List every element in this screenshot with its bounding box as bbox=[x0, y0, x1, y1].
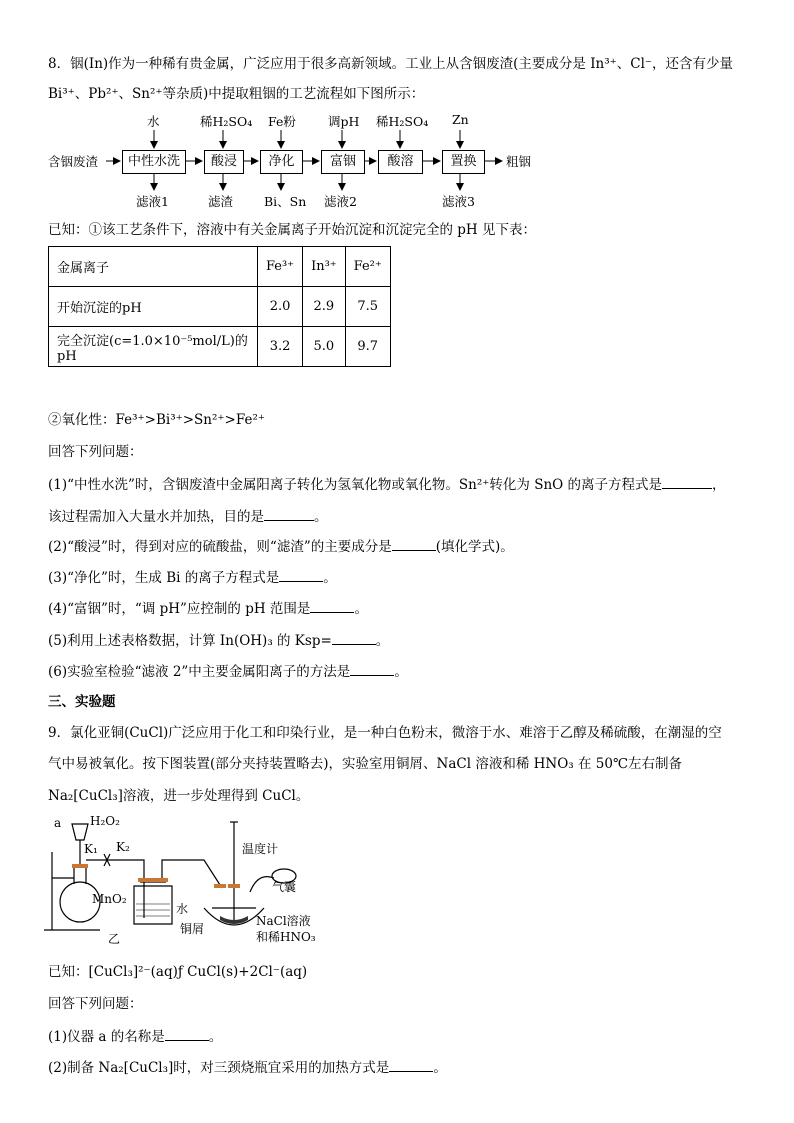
q8-sub3-text: (3)“净化”时，生成 Bi 的离子方程式是 bbox=[48, 570, 280, 586]
flow-step-acid-leach: 酸浸 bbox=[204, 150, 244, 174]
flow-step-purify: 净化 bbox=[260, 150, 303, 174]
flow-step-replace: 置换 bbox=[442, 150, 485, 174]
apparatus-diagram bbox=[44, 812, 344, 952]
answer-blank[interactable] bbox=[310, 598, 354, 613]
period: 。 bbox=[314, 509, 328, 525]
answer-blank[interactable] bbox=[392, 536, 436, 551]
period: 。 bbox=[375, 633, 390, 649]
label-thermometer: 温度计 bbox=[242, 842, 279, 856]
flow-input-2: 稀H₂SO₄ bbox=[200, 114, 253, 129]
ion-ph-table bbox=[48, 246, 391, 367]
flow-output-2: 滤渣 bbox=[208, 194, 234, 209]
q8-line2: Bi³⁺、Pb²⁺、Sn²⁺等杂质)中提取粗铟的工艺流程如下图所示： bbox=[48, 86, 425, 102]
q9-sub1-text: (1)仪器 a 的名称是 bbox=[48, 1029, 165, 1045]
q9-known: 已知：[CuCl₃]²⁻(aq)ƒ CuCl(s)+2Cl⁻(aq) bbox=[48, 964, 308, 980]
table-cell: 2.0 bbox=[258, 287, 303, 327]
period: 。 bbox=[208, 1029, 223, 1045]
q8-sub2-text: (2)“酸浸”时，得到对应的硫酸盐，则“滤渣”的主要成分是 bbox=[48, 539, 392, 555]
label-mno2: MnO₂ bbox=[92, 892, 127, 906]
flow-input-6: Zn bbox=[452, 112, 469, 127]
q8-sub6 bbox=[48, 661, 408, 682]
flow-start: 含铟废渣 bbox=[48, 154, 99, 169]
process-flow-diagram bbox=[44, 112, 744, 212]
label-nacl: NaCl溶液 bbox=[256, 914, 311, 928]
table-header-cell: In³⁺ bbox=[303, 247, 346, 287]
q8-sub6-text: (6)实验室检验“滤液 2”中主要金属阳离子的方法是 bbox=[48, 664, 351, 680]
table-cell: 完全沉淀(c=1.0×10⁻⁵mol/L)的 pH bbox=[49, 327, 258, 367]
q8-known2: ②氧化性：Fe³⁺>Bi³⁺>Sn²⁺>Fe²⁺ bbox=[48, 412, 266, 428]
flow-step-enrich: 富铟 bbox=[321, 150, 365, 174]
flow-output-3: Bi、Sn bbox=[264, 194, 307, 209]
flow-output-1: 滤液1 bbox=[136, 194, 169, 209]
table-header-cell: Fe³⁺ bbox=[258, 247, 303, 287]
table-header-row bbox=[49, 247, 391, 287]
period: 。 bbox=[394, 664, 408, 680]
table-row bbox=[49, 327, 391, 367]
table-header-cell: Fe²⁺ bbox=[345, 247, 390, 287]
table-cell: 开始沉淀的pH bbox=[49, 287, 258, 327]
q8-sub3 bbox=[48, 567, 337, 588]
period: 。 bbox=[433, 1060, 447, 1076]
flow-step-wash: 中性水洗 bbox=[122, 150, 186, 174]
q9-sub2-text: (2)制备 Na₂[CuCl₃]时，对三颈烧瓶宜采用的加热方式是 bbox=[48, 1060, 390, 1076]
q8-sub4 bbox=[48, 598, 368, 619]
q8-sub1b bbox=[48, 506, 328, 527]
q8-sub1a-end: ， bbox=[712, 477, 726, 493]
flow-input-4: 调pH bbox=[328, 114, 360, 129]
label-water: 水 bbox=[176, 902, 189, 916]
answer-blank[interactable] bbox=[662, 474, 712, 489]
q8-sub1a-text: (1)“中性水洗”时，含铟废渣中金属阳离子转化为氢氧化物或氧化物。Sn²⁺转化为 SnO 的离子方程式是 bbox=[48, 477, 662, 493]
table-cell: 9.7 bbox=[345, 327, 390, 367]
label-yi: 乙 bbox=[108, 932, 121, 946]
answer-blank[interactable] bbox=[389, 1057, 433, 1072]
q8-known1: 已知：①该工艺条件下，溶液中有关金属离子开始沉淀和沉淀完全的 pH 见下表： bbox=[48, 222, 536, 238]
period: 。 bbox=[323, 570, 337, 586]
label-copper: 铜屑 bbox=[180, 922, 205, 936]
q8-sub2 bbox=[48, 536, 514, 557]
flow-end: 粗铟 bbox=[506, 154, 532, 169]
flow-input-1: 水 bbox=[147, 114, 160, 129]
answer-blank[interactable] bbox=[279, 567, 323, 582]
table-row bbox=[49, 287, 391, 327]
flow-output-4: 滤液2 bbox=[324, 194, 357, 209]
label-balloon: 气囊 bbox=[272, 880, 297, 894]
table-cell: 7.5 bbox=[345, 287, 390, 327]
q9-sub2 bbox=[48, 1057, 447, 1078]
label-k1: K₁ bbox=[84, 842, 98, 856]
q8-line1: 8．铟(In)作为一种稀有贵金属，广泛应用于很多高新领域。工业上从含铟废渣(主要成分是 In³⁺、Cl⁻，还含有少量 bbox=[48, 56, 734, 72]
q8-answer-prompt: 回答下列问题： bbox=[48, 444, 143, 460]
section-title: 三、实验题 bbox=[48, 694, 116, 710]
q8-sub5 bbox=[48, 630, 389, 651]
table-cell: 5.0 bbox=[303, 327, 346, 367]
answer-blank[interactable] bbox=[332, 630, 376, 645]
q8-sub4-text: (4)“富铟”时，“调 pH”应控制的 pH 范围是 bbox=[48, 601, 311, 617]
label-h2o2: H₂O₂ bbox=[90, 814, 120, 828]
answer-blank[interactable] bbox=[165, 1026, 209, 1041]
q8-sub1b-text: 该过程需加入大量水并加热，目的是 bbox=[48, 509, 264, 525]
flow-step-acid-dissolve: 酸溶 bbox=[378, 150, 423, 174]
q8-sub1a bbox=[48, 474, 726, 495]
flow-input-5: 稀H₂SO₄ bbox=[376, 114, 429, 129]
label-hno3: 和稀HNO₃ bbox=[256, 930, 316, 944]
table-cell: 3.2 bbox=[258, 327, 303, 367]
q9-sub1 bbox=[48, 1026, 222, 1047]
label-a: a bbox=[54, 816, 62, 830]
label-k2: K₂ bbox=[116, 840, 130, 854]
period: 。 bbox=[354, 601, 368, 617]
q8-sub2-end: (填化学式)。 bbox=[435, 539, 514, 555]
answer-blank[interactable] bbox=[350, 661, 394, 676]
flow-output-6: 滤液3 bbox=[442, 194, 475, 209]
q9-line1: 9．氯化亚铜(CuCl)广泛应用于化工和印染行业，是一种白色粉末，微溶于水、难溶于乙醇及稀硫酸，在潮湿的空 bbox=[48, 725, 722, 741]
answer-blank[interactable] bbox=[264, 506, 314, 521]
q9-line3: Na₂[CuCl₃]溶液，进一步处理得到 CuCl。 bbox=[48, 788, 310, 804]
table-header-cell: 金属离子 bbox=[49, 247, 258, 287]
q9-line2: 气中易被氧化。按下图装置(部分夹持装置略去)，实验室用铜屑、NaCl 溶液和稀 HNO₃ 在 50℃左右制备 bbox=[48, 756, 683, 772]
q9-answer-prompt: 回答下列问题： bbox=[48, 996, 143, 1012]
flow-input-3: Fe粉 bbox=[268, 114, 296, 129]
q8-sub5-text: (5)利用上述表格数据，计算 In(OH)₃ 的 Ksp= bbox=[48, 633, 332, 649]
table-cell: 2.9 bbox=[303, 287, 346, 327]
